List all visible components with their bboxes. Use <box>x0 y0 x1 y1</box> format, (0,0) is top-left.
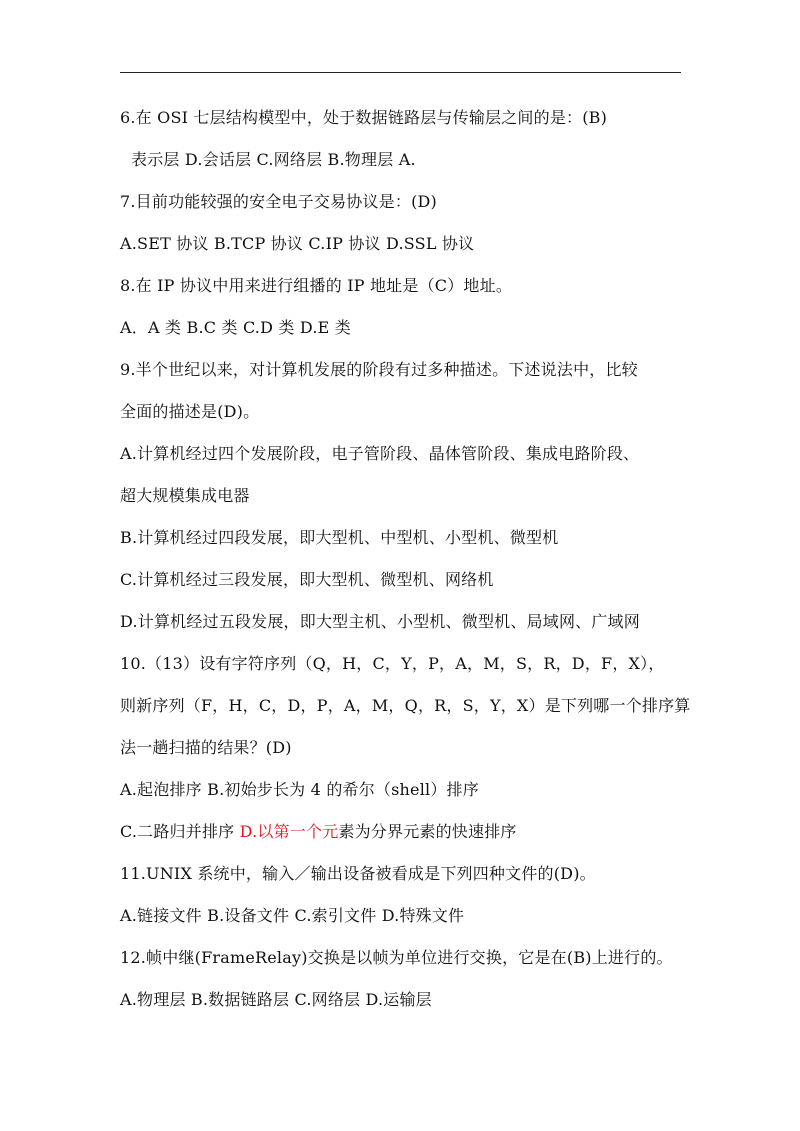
question-9-option-b: B.计算机经过四段发展，即大型机、中型机、小型机、微型机 <box>120 528 559 547</box>
question-6: 6.在 OSI 七层结构模型中，处于数据链路层与传输层之间的是：(B) <box>120 108 608 127</box>
header-rule <box>120 72 681 73</box>
option-c-text: C.二路归并排序 <box>120 822 240 841</box>
question-6-options: 表示层 D.会话层 C.网络层 B.物理层 A. <box>131 150 416 169</box>
red-highlight-text: D.以第一个元 <box>239 822 339 841</box>
question-9-option-c: C.计算机经过三段发展，即大型机、微型机、网络机 <box>120 570 494 589</box>
question-9-option-a-continued: 超大规模集成电器 <box>120 486 250 505</box>
question-11: 11.UNIX 系统中，输入／输出设备被看成是下列四种文件的(D)。 <box>120 864 596 883</box>
question-10-answer: 法一趟扫描的结果？(D) <box>120 738 292 757</box>
question-7: 7.目前功能较强的安全电子交易协议是：(D) <box>120 192 437 211</box>
question-12-options: A.物理层 B.数据链路层 C.网络层 D.运输层 <box>120 990 432 1009</box>
question-9-option-a: A.计算机经过四个发展阶段，电子管阶段、晶体管阶段、集成电路阶段、 <box>120 444 640 463</box>
question-7-options: A.SET 协议 B.TCP 协议 C.IP 协议 D.SSL 协议 <box>120 234 475 253</box>
option-d-rest-text: 素为分界元素的快速排序 <box>338 822 517 841</box>
question-10-options-cd <box>120 822 517 842</box>
question-8: 8.在 IP 协议中用来进行组播的 IP 地址是（C）地址。 <box>120 276 513 295</box>
question-11-options: A.链接文件 B.设备文件 C.索引文件 D.特殊文件 <box>120 906 465 925</box>
question-10-options-ab: A.起泡排序 B.初始步长为 4 的希尔（shell）排序 <box>120 780 479 799</box>
question-12: 12.帧中继(FrameRelay)交换是以帧为单位进行交换，它是在(B)上进行的。 <box>120 948 673 967</box>
question-9: 9.半个世纪以来，对计算机发展的阶段有过多种描述。下述说法中，比较 <box>120 360 638 379</box>
question-10-continued: 则新序列（F，H，C，D，P，A，M，Q，R，S，Y，X）是下列哪一个排序算 <box>120 696 691 715</box>
question-10: 10.（13）设有字符序列（Q，H，C，Y，P，A，M，S，R，D，F，X）， <box>120 654 665 673</box>
question-8-options: A．A 类 B.C 类 C.D 类 D.E 类 <box>120 318 352 337</box>
question-9-option-d: D.计算机经过五段发展，即大型主机、小型机、微型机、局域网、广域网 <box>120 612 640 631</box>
question-9-continued: 全面的描述是(D)。 <box>120 402 260 421</box>
